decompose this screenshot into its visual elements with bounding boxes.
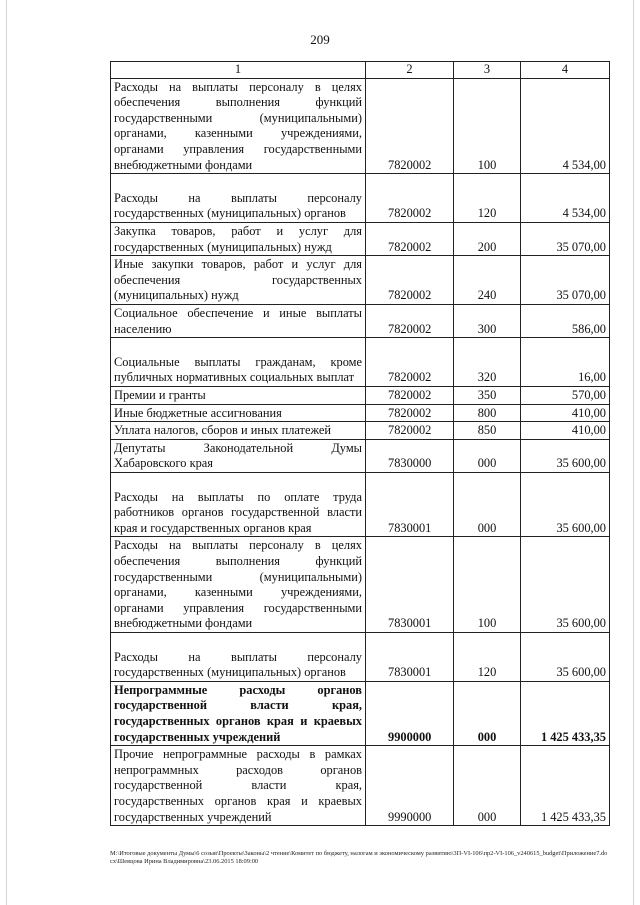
row-description: Расходы на выплаты персоналу государственных (муниципальных) органов [111, 632, 366, 681]
row-amount: 1 425 433,35 [521, 681, 610, 745]
row-amount: 35 600,00 [521, 439, 610, 472]
row-target-code: 7820002 [366, 174, 454, 223]
header-col-4: 4 [521, 62, 610, 79]
row-expense-group: 850 [454, 422, 521, 440]
row-description: Депутаты Законодательной Думы Хабаровского края [111, 439, 366, 472]
row-description: Иные закупки товаров, работ и услуг для обеспечения государственных (муниципальных) нужд [111, 256, 366, 305]
row-expense-group: 300 [454, 304, 521, 337]
row-target-code: 9900000 [366, 681, 454, 745]
row-amount: 35 600,00 [521, 632, 610, 681]
row-expense-group: 240 [454, 256, 521, 305]
header-col-3: 3 [454, 62, 521, 79]
row-target-code: 7820002 [366, 304, 454, 337]
row-expense-group: 000 [454, 681, 521, 745]
table-row [111, 256, 610, 305]
row-description: Закупка товаров, работ и услуг для государственных (муниципальных) нужд [111, 222, 366, 255]
row-description: Прочие непрограммные расходы в рамках непрограммных расходов органов государственной власти края, государственных органов края и краевых государственных учреждений [111, 746, 366, 826]
table-row [111, 422, 610, 440]
row-description: Расходы на выплаты персоналу в целях обеспечения выполнения функций государственными (муниципальными) органами, казенными учреждениями, органами управления государственными внебюджетными фондами [111, 537, 366, 633]
row-target-code: 7820002 [366, 404, 454, 422]
scan-edge-left [6, 0, 7, 905]
row-expense-group: 000 [454, 746, 521, 826]
row-amount: 1 425 433,35 [521, 746, 610, 826]
row-target-code: 7820002 [366, 422, 454, 440]
row-target-code: 7820002 [366, 78, 454, 174]
row-description: Социальное обеспечение и иные выплаты населению [111, 304, 366, 337]
row-amount: 4 534,00 [521, 78, 610, 174]
document-path-footer: M:\Итоговые документы Думы\6 созыв\Проекты\Законы\2 чтение\Комитет по бюджету, налогам и экономическому развитию\3П-VI-106\пр2-VI-106_v240615_budget\Приложение7.docx\Шевцова Ирина Владимировна\23.06.2015 18:09:00 [110, 850, 608, 865]
row-target-code: 7820002 [366, 256, 454, 305]
row-expense-group: 120 [454, 174, 521, 223]
row-amount: 410,00 [521, 422, 610, 440]
row-target-code: 7830001 [366, 472, 454, 536]
row-target-code: 7820002 [366, 386, 454, 404]
row-expense-group: 000 [454, 439, 521, 472]
table-row [111, 439, 610, 472]
row-expense-group: 350 [454, 386, 521, 404]
row-description: Социальные выплаты гражданам, кроме публичных нормативных социальных выплат [111, 338, 366, 387]
table-row [111, 472, 610, 536]
page-number: 209 [310, 32, 330, 47]
row-expense-group: 100 [454, 537, 521, 633]
row-target-code: 9990000 [366, 746, 454, 826]
row-description: Непрограммные расходы органов государственной власти края, государственных органов края и краевых государственных учреждений [111, 681, 366, 745]
table-row [111, 304, 610, 337]
row-description: Уплата налогов, сборов и иных платежей [111, 422, 366, 440]
row-amount: 570,00 [521, 386, 610, 404]
row-expense-group: 120 [454, 632, 521, 681]
budget-table [110, 61, 610, 826]
row-target-code: 7820002 [366, 222, 454, 255]
row-expense-group: 320 [454, 338, 521, 387]
row-expense-group: 800 [454, 404, 521, 422]
table-row [111, 222, 610, 255]
table-row [111, 338, 610, 387]
header-col-2: 2 [366, 62, 454, 79]
scan-edge-right [633, 0, 634, 905]
row-description: Расходы на выплаты персоналу в целях обеспечения выполнения функций государственными (муниципальными) органами, казенными учреждениями, органами управления государственными внебюджетными фондами [111, 78, 366, 174]
table-row [111, 174, 610, 223]
table-row [111, 404, 610, 422]
row-amount: 410,00 [521, 404, 610, 422]
row-amount: 35 070,00 [521, 256, 610, 305]
row-amount: 35 600,00 [521, 537, 610, 633]
table-row [111, 386, 610, 404]
row-expense-group: 200 [454, 222, 521, 255]
row-amount: 35 600,00 [521, 472, 610, 536]
row-amount: 586,00 [521, 304, 610, 337]
table-row [111, 681, 610, 745]
row-expense-group: 100 [454, 78, 521, 174]
row-description: Расходы на выплаты по оплате труда работников органов государственной власти края и государственных органов края [111, 472, 366, 536]
row-expense-group: 000 [454, 472, 521, 536]
table-row [111, 537, 610, 633]
row-amount: 16,00 [521, 338, 610, 387]
row-amount: 35 070,00 [521, 222, 610, 255]
row-amount: 4 534,00 [521, 174, 610, 223]
header-row [111, 62, 610, 79]
row-target-code: 7820002 [366, 338, 454, 387]
header-col-1: 1 [111, 62, 366, 79]
row-target-code: 7830000 [366, 439, 454, 472]
row-target-code: 7830001 [366, 537, 454, 633]
table-row [111, 78, 610, 174]
row-description: Иные бюджетные ассигнования [111, 404, 366, 422]
table-row [111, 632, 610, 681]
row-description: Расходы на выплаты персоналу государственных (муниципальных) органов [111, 174, 366, 223]
table-row [111, 746, 610, 826]
row-description: Премии и гранты [111, 386, 366, 404]
row-target-code: 7830001 [366, 632, 454, 681]
